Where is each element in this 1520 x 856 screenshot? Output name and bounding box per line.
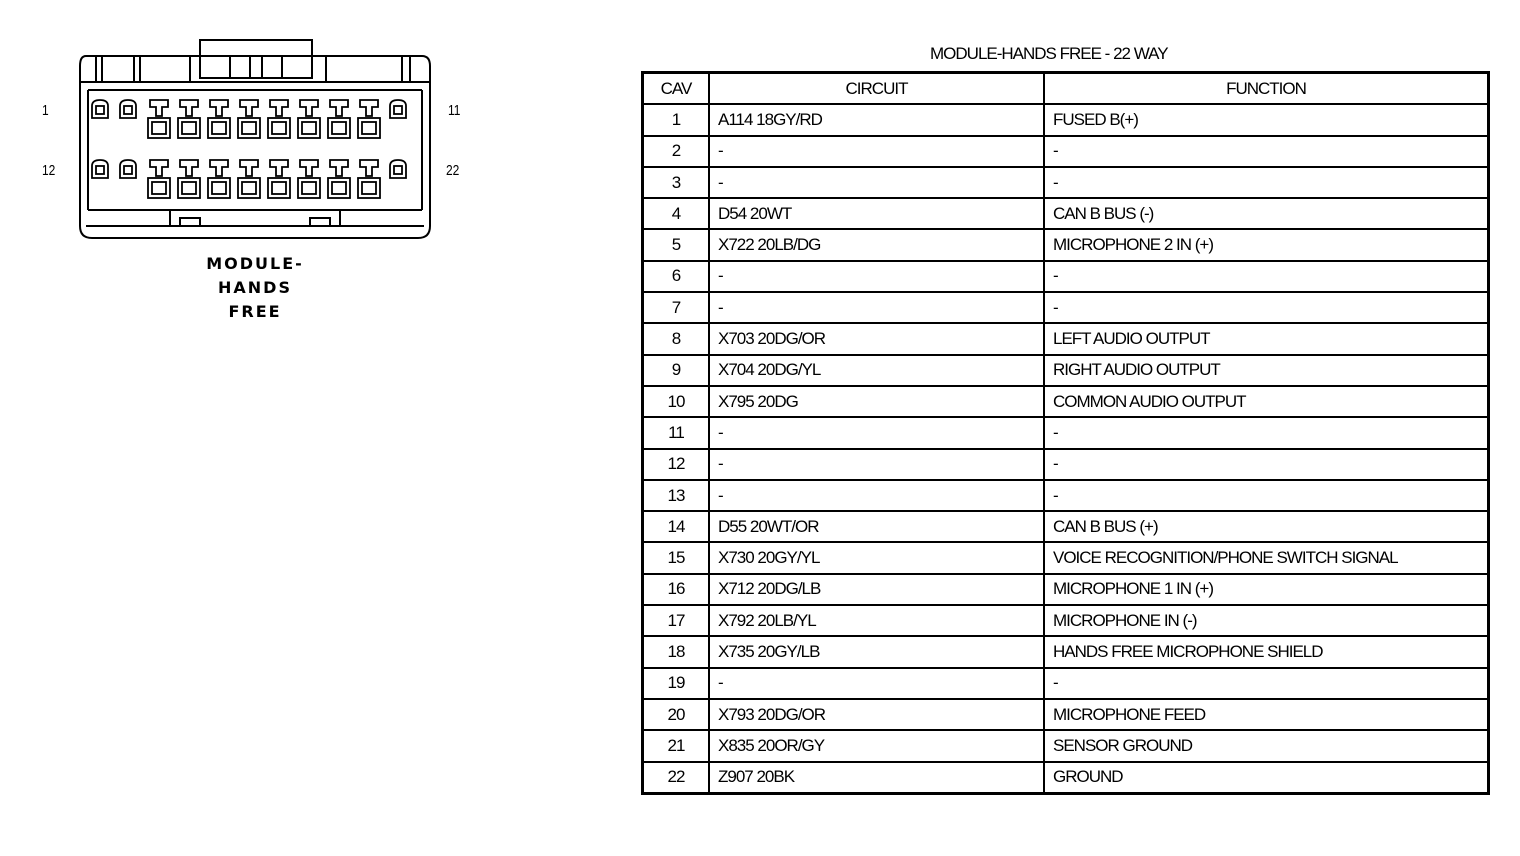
function-cell: COMMON AUDIO OUTPUT <box>1044 386 1489 417</box>
terminal-cavity <box>92 100 108 118</box>
circuit-cell: - <box>709 167 1044 198</box>
terminal-blade <box>270 100 288 116</box>
circuit-cell: - <box>709 480 1044 511</box>
table-row <box>643 229 1489 260</box>
circuit-cell: A114 18GY/RD <box>709 104 1044 135</box>
function-cell: - <box>1044 292 1489 323</box>
header-function: FUNCTION <box>1044 73 1489 105</box>
cav-cell: 12 <box>643 449 710 480</box>
function-cell: LEFT AUDIO OUTPUT <box>1044 323 1489 354</box>
terminal-blade <box>180 160 198 176</box>
terminal-blade <box>270 160 288 176</box>
cav-cell: 17 <box>643 605 710 636</box>
circuit-cell: X735 20GY/LB <box>709 636 1044 667</box>
pin-12-label: 12 <box>42 162 56 179</box>
connector-name-line-2: HANDS <box>218 278 292 297</box>
terminal-cavity <box>120 100 136 118</box>
pin-22-label: 22 <box>446 162 460 179</box>
table-row <box>643 574 1489 605</box>
cav-cell: 10 <box>643 386 710 417</box>
terminal-blade <box>240 100 258 116</box>
pinout-table <box>641 71 1490 795</box>
function-cell: - <box>1044 480 1489 511</box>
circuit-cell: X703 20DG/OR <box>709 323 1044 354</box>
circuit-cell: - <box>709 668 1044 699</box>
cav-cell: 2 <box>643 136 710 167</box>
function-cell: MICROPHONE IN (-) <box>1044 605 1489 636</box>
cav-cell: 3 <box>643 167 710 198</box>
function-cell: VOICE RECOGNITION/PHONE SWITCH SIGNAL <box>1044 542 1489 573</box>
circuit-cell: X730 20GY/YL <box>709 542 1044 573</box>
cav-cell: 16 <box>643 574 710 605</box>
cav-cell: 19 <box>643 668 710 699</box>
cav-cell: 20 <box>643 699 710 730</box>
table-row <box>643 762 1489 794</box>
table-row <box>643 417 1489 448</box>
table-row <box>643 292 1489 323</box>
connector-figure <box>30 30 480 330</box>
terminal-blade <box>240 160 258 176</box>
function-cell: SENSOR GROUND <box>1044 730 1489 761</box>
function-cell: MICROPHONE 2 IN (+) <box>1044 229 1489 260</box>
table-row <box>643 198 1489 229</box>
cav-cell: 5 <box>643 229 710 260</box>
cav-cell: 8 <box>643 323 710 354</box>
cav-cell: 13 <box>643 480 710 511</box>
table-row <box>643 323 1489 354</box>
table-row <box>643 668 1489 699</box>
circuit-cell: D55 20WT/OR <box>709 511 1044 542</box>
terminal-cavity <box>92 160 108 178</box>
terminal-blade <box>360 160 378 176</box>
terminal-blade <box>210 100 228 116</box>
pin-11-label: 11 <box>448 102 461 119</box>
table-row <box>643 449 1489 480</box>
header-cav: CAV <box>643 73 710 105</box>
circuit-cell: - <box>709 136 1044 167</box>
cav-cell: 4 <box>643 198 710 229</box>
cav-cell: 21 <box>643 730 710 761</box>
circuit-cell: - <box>709 292 1044 323</box>
cav-cell: 14 <box>643 511 710 542</box>
terminal-blade <box>300 160 318 176</box>
table-row <box>643 605 1489 636</box>
circuit-cell: - <box>709 261 1044 292</box>
terminal-blade <box>150 100 168 116</box>
connector-name-line-3: FREE <box>228 302 282 321</box>
circuit-cell: X722 20LB/DG <box>709 229 1044 260</box>
header-circuit: CIRCUIT <box>709 73 1044 105</box>
cav-cell: 9 <box>643 355 710 386</box>
table-row <box>643 699 1489 730</box>
terminal-blade <box>330 160 348 176</box>
table-row <box>643 542 1489 573</box>
table-row <box>643 511 1489 542</box>
table-row <box>643 261 1489 292</box>
cav-cell: 22 <box>643 762 710 794</box>
function-cell: - <box>1044 261 1489 292</box>
terminal-cavity <box>120 160 136 178</box>
circuit-cell: X792 20LB/YL <box>709 605 1044 636</box>
function-cell: - <box>1044 167 1489 198</box>
circuit-cell: - <box>709 417 1044 448</box>
terminal-blade <box>360 100 378 116</box>
function-cell: CAN B BUS (-) <box>1044 198 1489 229</box>
function-cell: FUSED B(+) <box>1044 104 1489 135</box>
cav-cell: 6 <box>643 261 710 292</box>
terminal-blade <box>330 100 348 116</box>
cav-cell: 18 <box>643 636 710 667</box>
function-cell: CAN B BUS (+) <box>1044 511 1489 542</box>
connector-face-diagram <box>30 30 480 250</box>
function-cell: RIGHT AUDIO OUTPUT <box>1044 355 1489 386</box>
table-title: MODULE-HANDS FREE - 22 WAY <box>930 44 1168 63</box>
function-cell: - <box>1044 417 1489 448</box>
cav-cell: 11 <box>643 417 710 448</box>
table-row <box>643 386 1489 417</box>
circuit-cell: X793 20DG/OR <box>709 699 1044 730</box>
table-row <box>643 167 1489 198</box>
cav-cell: 1 <box>643 104 710 135</box>
function-cell: MICROPHONE 1 IN (+) <box>1044 574 1489 605</box>
terminal-blade <box>150 160 168 176</box>
function-cell: GROUND <box>1044 762 1489 794</box>
function-cell: HANDS FREE MICROPHONE SHIELD <box>1044 636 1489 667</box>
function-cell: - <box>1044 136 1489 167</box>
function-cell: - <box>1044 668 1489 699</box>
table-row <box>643 104 1489 135</box>
connector-name-line-1: MODULE- <box>206 254 304 273</box>
function-cell: MICROPHONE FEED <box>1044 699 1489 730</box>
table-row <box>643 636 1489 667</box>
cav-cell: 7 <box>643 292 710 323</box>
terminal-blade <box>180 100 198 116</box>
circuit-cell: X795 20DG <box>709 386 1044 417</box>
circuit-cell: - <box>709 449 1044 480</box>
circuit-cell: X712 20DG/LB <box>709 574 1044 605</box>
terminal-cavity <box>390 160 406 178</box>
pin-1-label: 1 <box>42 102 49 119</box>
table-row <box>643 480 1489 511</box>
terminal-cavity <box>390 100 406 118</box>
terminal-blade <box>300 100 318 116</box>
pinout-table-body <box>643 104 1489 793</box>
circuit-cell: D54 20WT <box>709 198 1044 229</box>
table-header-row <box>643 73 1489 105</box>
circuit-cell: Z907 20BK <box>709 762 1044 794</box>
connector-name <box>180 252 330 324</box>
cav-cell: 15 <box>643 542 710 573</box>
table-row <box>643 136 1489 167</box>
circuit-cell: X835 20OR/GY <box>709 730 1044 761</box>
terminal-blade <box>210 160 228 176</box>
table-row <box>643 730 1489 761</box>
function-cell: - <box>1044 449 1489 480</box>
circuit-cell: X704 20DG/YL <box>709 355 1044 386</box>
table-row <box>643 355 1489 386</box>
